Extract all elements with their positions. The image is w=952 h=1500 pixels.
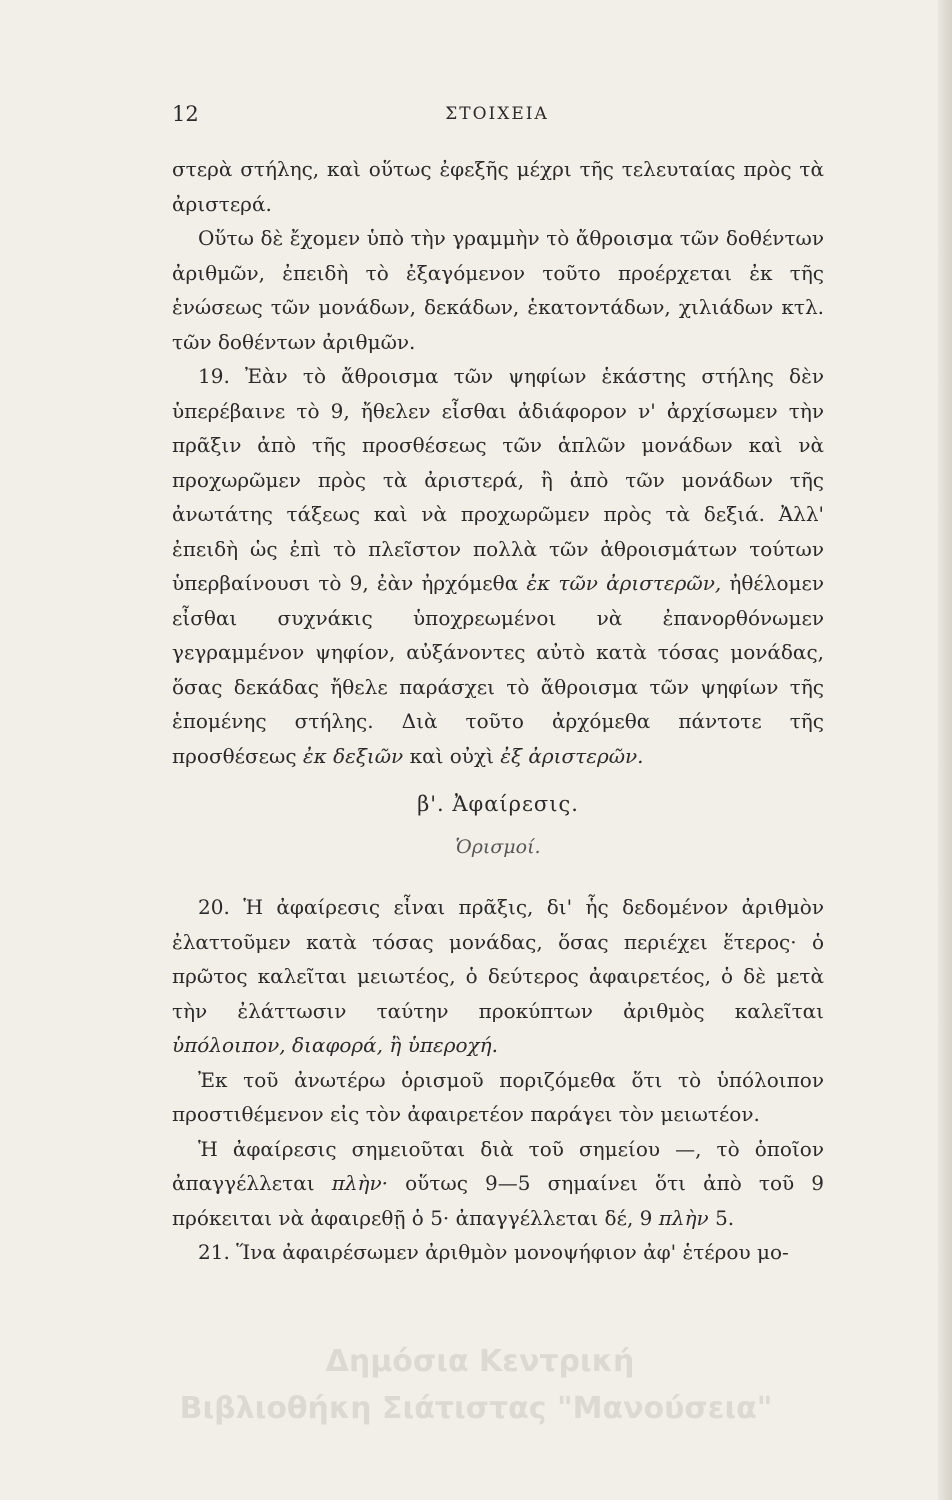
paragraph-20-italic: ὑπόλοιπον, διαφορά, ἢ ὑπεροχή. <box>172 1033 499 1057</box>
library-watermark-line-1: Δημόσια Κεντρική <box>325 1344 635 1379</box>
page-header <box>172 102 822 132</box>
notation-text-a: Ἡ ἀφαίρεσις σημειοῦται διὰ τοῦ σημείου —, τὸ ὁποῖον ἀπαγγέλλεται <box>172 1136 824 1195</box>
section-heading: β'. Ἀφαίρεσις. <box>417 792 579 816</box>
paragraph-20 <box>172 890 824 1063</box>
paragraph-1: στερὰ στήλης, καὶ οὕτως ἐφεξῆς μέχρι τῆς τελευταίας πρὸς τὰ ἀριστερά. <box>172 157 824 216</box>
page-number: 12 <box>172 102 199 126</box>
paragraph-21-text: Ἵνα ἀφαιρέσωμεν ἀριθμὸν μονοψήφιον ἀφ' ἑτέρου μο- <box>236 1240 789 1264</box>
page-text <box>172 152 824 1270</box>
notation-text-c: 5. <box>715 1205 735 1230</box>
notation-italic-2: πλὴν <box>658 1205 709 1230</box>
running-head: ΣΤΟΙΧΕΙΑ <box>445 104 549 124</box>
library-watermark-line-2: Βιβλιοθήκη Σιάτιστας "Μανούσεια" <box>179 1391 773 1426</box>
section-number-19: 19. <box>198 364 230 388</box>
notation-italic-1: πλὴν· <box>331 1171 389 1195</box>
paragraph-20-text: Ἡ ἀφαίρεσις εἶναι πρᾶξις, δι' ἧς δεδομένον ἀριθμὸν ἐλαττοῦμεν κατὰ τόσας μονάδας, ὅσας περιέχει ἕτερος· ὁ πρῶτος καλεῖται μειωτέος, ὁ δεύτερος ἀφαιρετέος, ὁ δὲ μετὰ τὴν ἐλάττωσιν ταύτην προκύπτων ἀριθμὸς καλεῖται <box>172 895 824 1023</box>
section-number-20: 20. <box>198 895 230 919</box>
paragraph-19-italic-1: ἐκ τῶν ἀριστερῶν, <box>526 571 722 595</box>
paragraph-19-text-b: ἠθέλομεν εἶσθαι συχνάκις ὑποχρεωμένοι νὰ ἐπανορθόνωμεν γεγραμμένον ψηφίον, αὐξάνοντες αὐτὸ κατὰ τόσας μονάδας, ὅσας δεκάδας ἤθελε παράσχει τὸ ἄθροισμα τῶν ψηφίων τῆς ἑπομένης στήλης. Διὰ τοῦτο ἀρχόμεθα πάντοτε τῆς προσθέσεως <box>172 571 825 768</box>
paragraph-19 <box>172 359 824 773</box>
paragraph-19-text-a: Ἐὰν τὸ ἄθροισμα τῶν ψηφίων ἑκάστης στήλης δὲν ὑπερέβαινε τὸ 9, ἤθελεν εἶσθαι ἀδιάφορον ν' ἀρχίσωμεν τὴν πρᾶξιν ἀπὸ τῆς προσθέσεως τῶν ἁπλῶν μονάδων καὶ νὰ προχωρῶμεν πρὸς τὰ ἀριστερά, ἢ ἀπὸ τῶν μονάδων τῆς ἀνωτάτης τάξεως καὶ νὰ προχωρῶμεν πρὸς τὰ δεξιά. Ἀλλ' ἐπειδὴ ὡς ἐπὶ τὸ πλεῖστον πολλὰ τῶν ἀθροισμάτων τούτων ὑπερβαίνουσι τὸ 9, ἐὰν ἠρχόμεθα <box>172 364 824 595</box>
paragraph-corollary: Ἐκ τοῦ ἀνωτέρω ὁρισμοῦ ποριζόμεθα ὅτι τὸ ὑπόλοιπον προστιθέμενον εἰς τὸν ἀφαιρετέον παράγει τὸν μειωτέον. <box>172 1067 824 1126</box>
paragraph-19-text-c: καὶ οὐχὶ <box>409 743 494 768</box>
sub-heading: Ὁρισμοί. <box>455 835 541 858</box>
paragraph-21 <box>172 1235 824 1270</box>
section-number-21: 21. <box>198 1240 230 1264</box>
paragraph-2: Οὕτω δὲ ἔχομεν ὑπὸ τὴν γραμμὴν τὸ ἄθροισμα τῶν δοθέντων ἀριθμῶν, ἐπειδὴ τὸ ἐξαγόμενον τοῦτο προέρχεται ἐκ τῆς ἑνώσεως τῶν μονάδων, δεκάδων, ἑκατοντάδων, χιλιάδων κτλ. τῶν δοθέντων ἀριθμῶν. <box>172 226 824 354</box>
notation-text-b: οὕτως 9—5 σημαίνει ὅτι ἀπὸ τοῦ 9 πρόκειται νὰ ἀφαιρεθῇ ὁ 5· ἀπαγγέλλεται δέ, 9 <box>172 1171 825 1230</box>
paragraph-19-italic-3: ἐξ ἀριστερῶν. <box>500 743 644 768</box>
paragraph-19-italic-2: ἐκ δεξιῶν <box>302 743 404 768</box>
paragraph-notation <box>172 1132 824 1236</box>
page-edge <box>938 0 952 1500</box>
